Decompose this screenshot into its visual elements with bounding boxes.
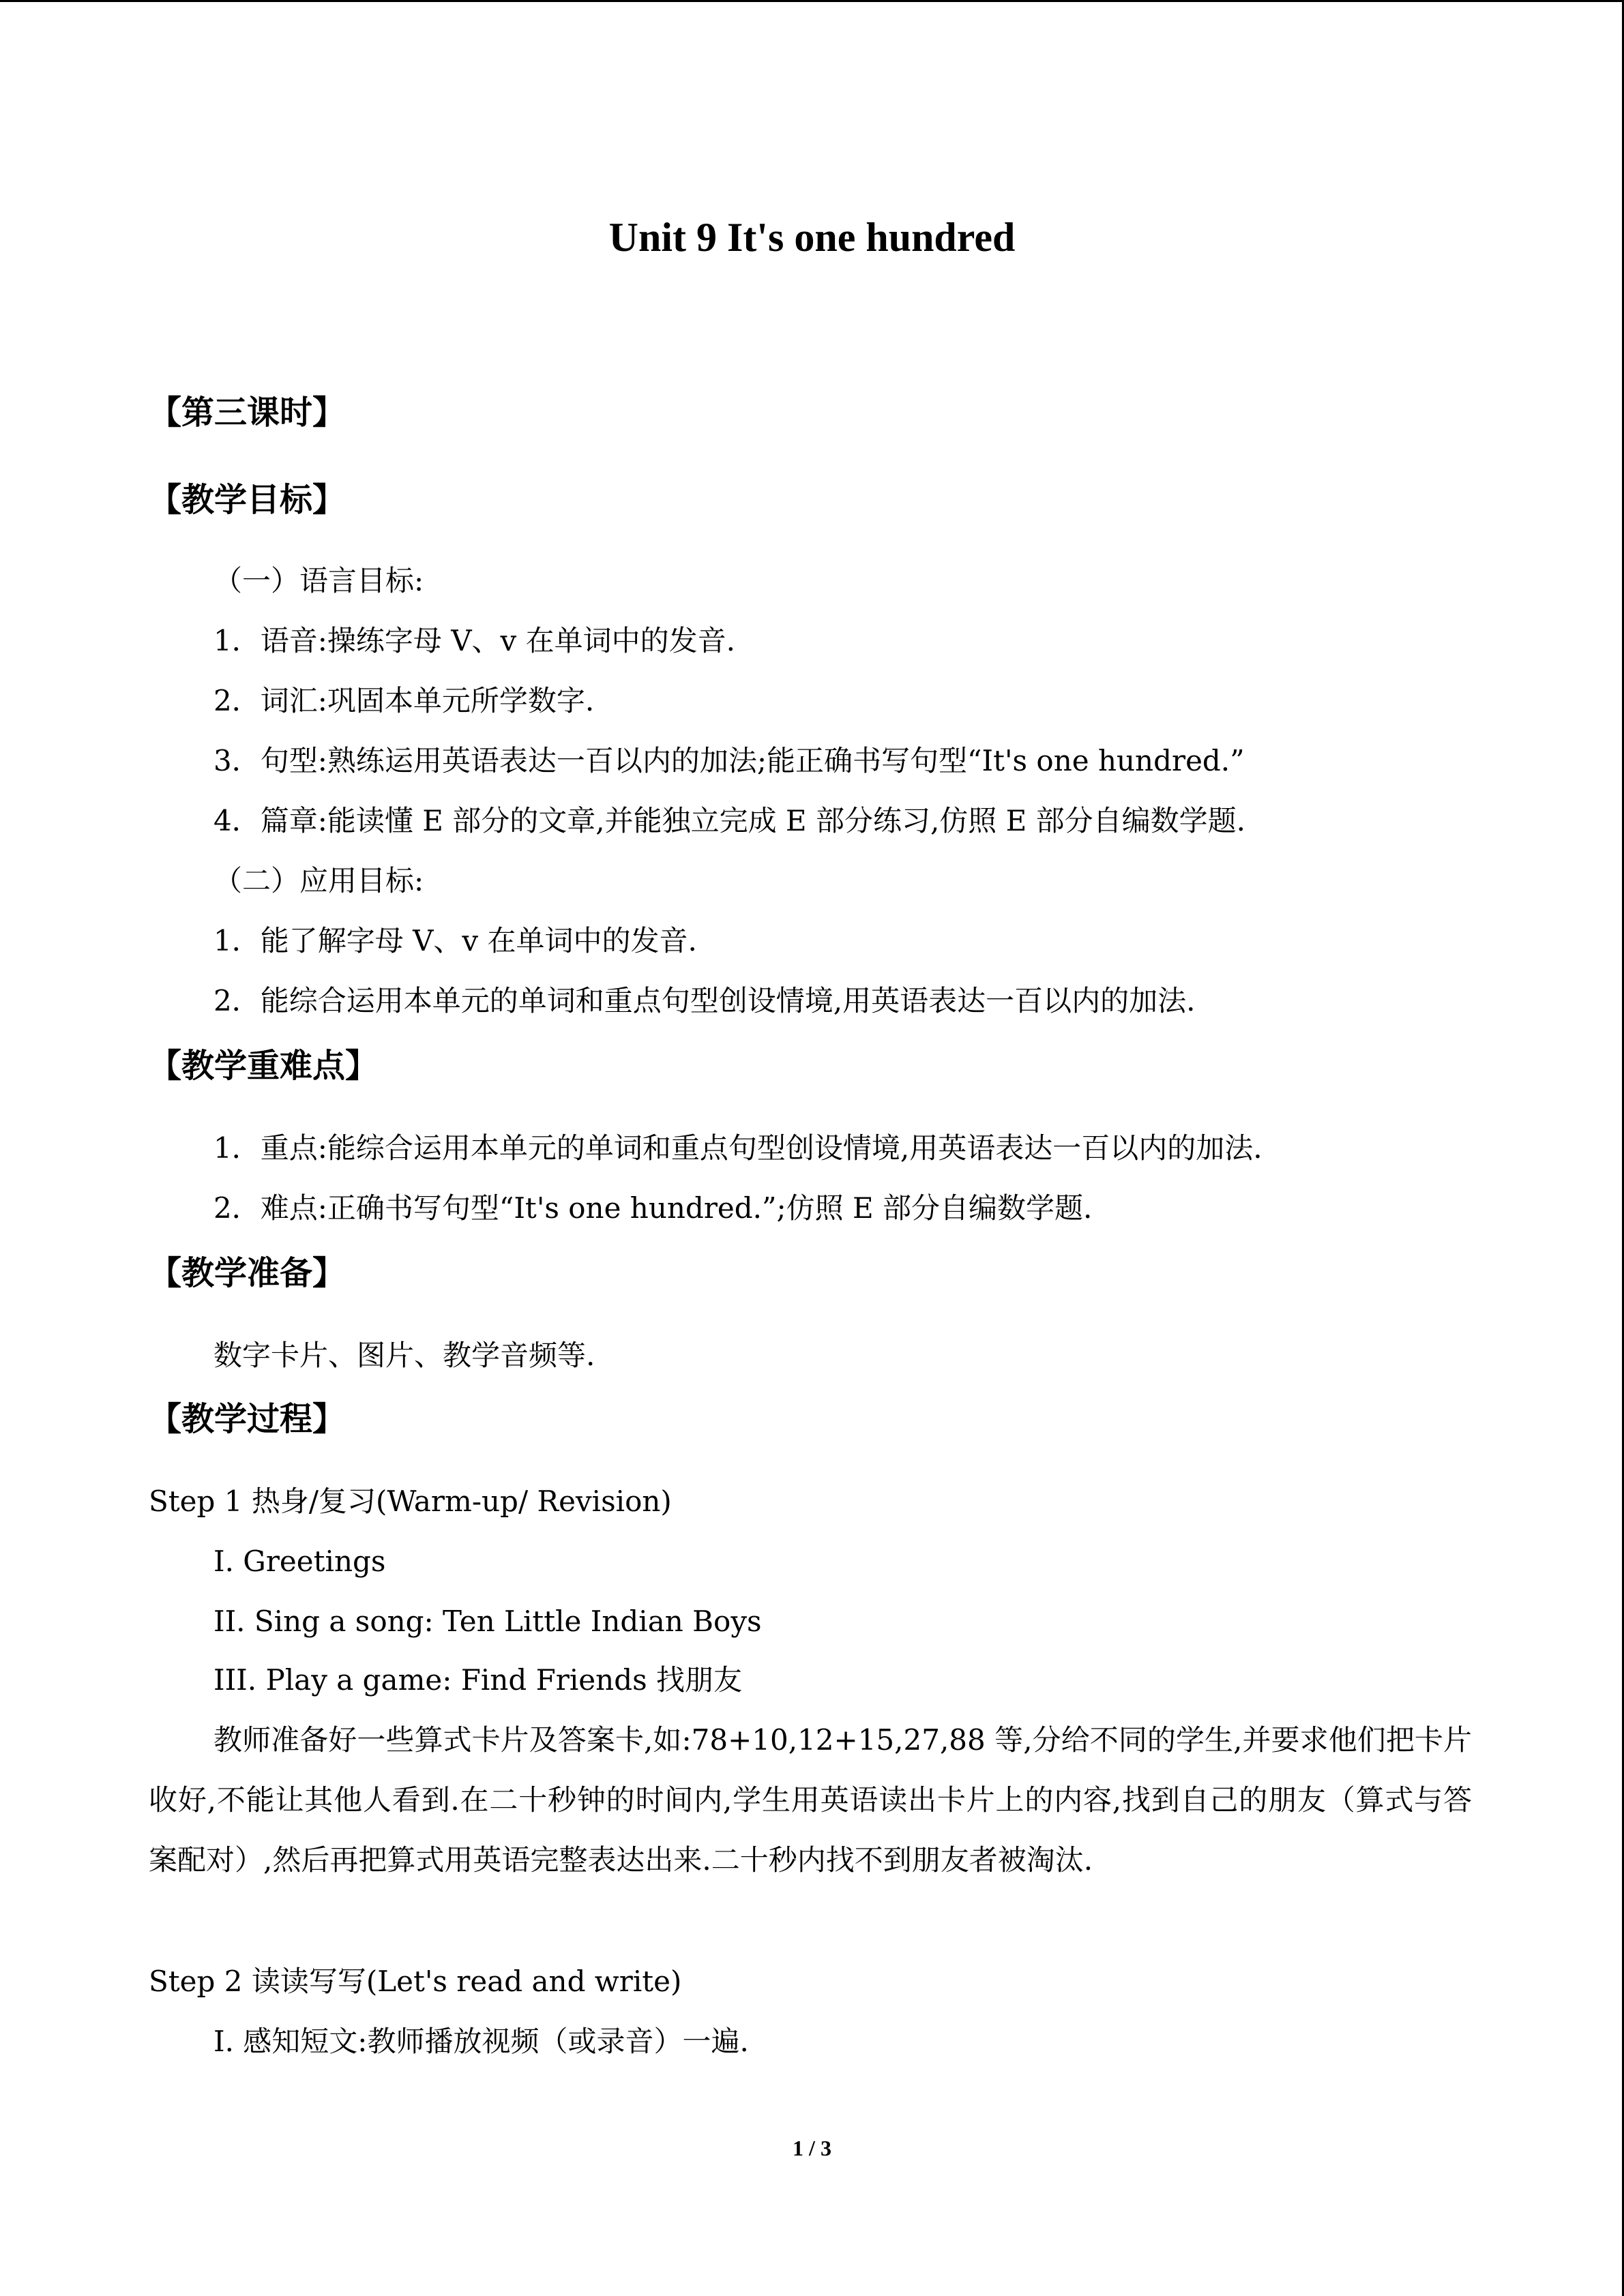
step1-game-description: 教师准备好一些算式卡片及答案卡,如:78+10,12+15,27,88 等,分给不同的学生,并要求他们把卡片收好,不能让其他人看到.在二十秒钟的时间内,学生用英语读出卡片上的内容,找到自己的朋友（算式与答案配对）,然后再把算式用英语完整表达出来.二十秒内找不到朋友者被淘汰. [149,1723,1472,1877]
step2-item: I. 感知短文:教师播放视频（或录音）一遍. [213,2025,749,2058]
language-objective-item: 4．篇章:能读懂 E 部分的文章,并能独立完成 E 部分练习,仿照 E 部分自编数学题. [213,804,1246,837]
preparation-text: 数字卡片、图片、教学音频等. [213,1339,595,1372]
top-border [0,0,1624,2]
lesson-heading: 【第三课时】 [149,393,346,432]
language-objectives-label: （一）语言目标: [213,564,424,597]
key-points-heading: 【教学重难点】 [149,1047,379,1085]
language-objective-item: 3．句型:熟练运用英语表达一百以内的加法;能正确书写句型“It's one hundred.” [213,744,1245,777]
step1-title: Step 1 热身/复习(Warm-up/ Revision) [149,1485,672,1518]
key-point-item: 2．难点:正确书写句型“It's one hundred.”;仿照 E 部分自编数学题. [213,1191,1093,1225]
language-objective-item: 1．语音:操练字母 V、v 在单词中的发音. [213,624,735,657]
key-point-item: 1．重点:能综合运用本单元的单词和重点句型创设情境,用英语表达一百以内的加法. [213,1131,1263,1165]
language-objective-item: 2．词汇:巩固本单元所学数字. [213,684,595,717]
step2-title: Step 2 读读写写(Let's read and write) [149,1965,682,1998]
objectives-heading: 【教学目标】 [149,481,346,519]
preparation-heading: 【教学准备】 [149,1254,346,1292]
application-objectives-label: （二）应用目标: [213,864,424,897]
application-objective-item: 2．能综合运用本单元的单词和重点句型创设情境,用英语表达一百以内的加法. [213,984,1196,1017]
process-heading: 【教学过程】 [149,1400,346,1438]
page-number: 1 / 3 [793,2136,831,2160]
step1-item: III. Play a game: Find Friends 找朋友 [213,1663,742,1697]
document-title: Unit 9 It's one hundred [608,215,1016,260]
step1-item: I. Greetings [213,1545,386,1578]
step1-item: II. Sing a song: Ten Little Indian Boys [213,1605,762,1638]
application-objective-item: 1．能了解字母 V、v 在单词中的发音. [213,924,697,957]
